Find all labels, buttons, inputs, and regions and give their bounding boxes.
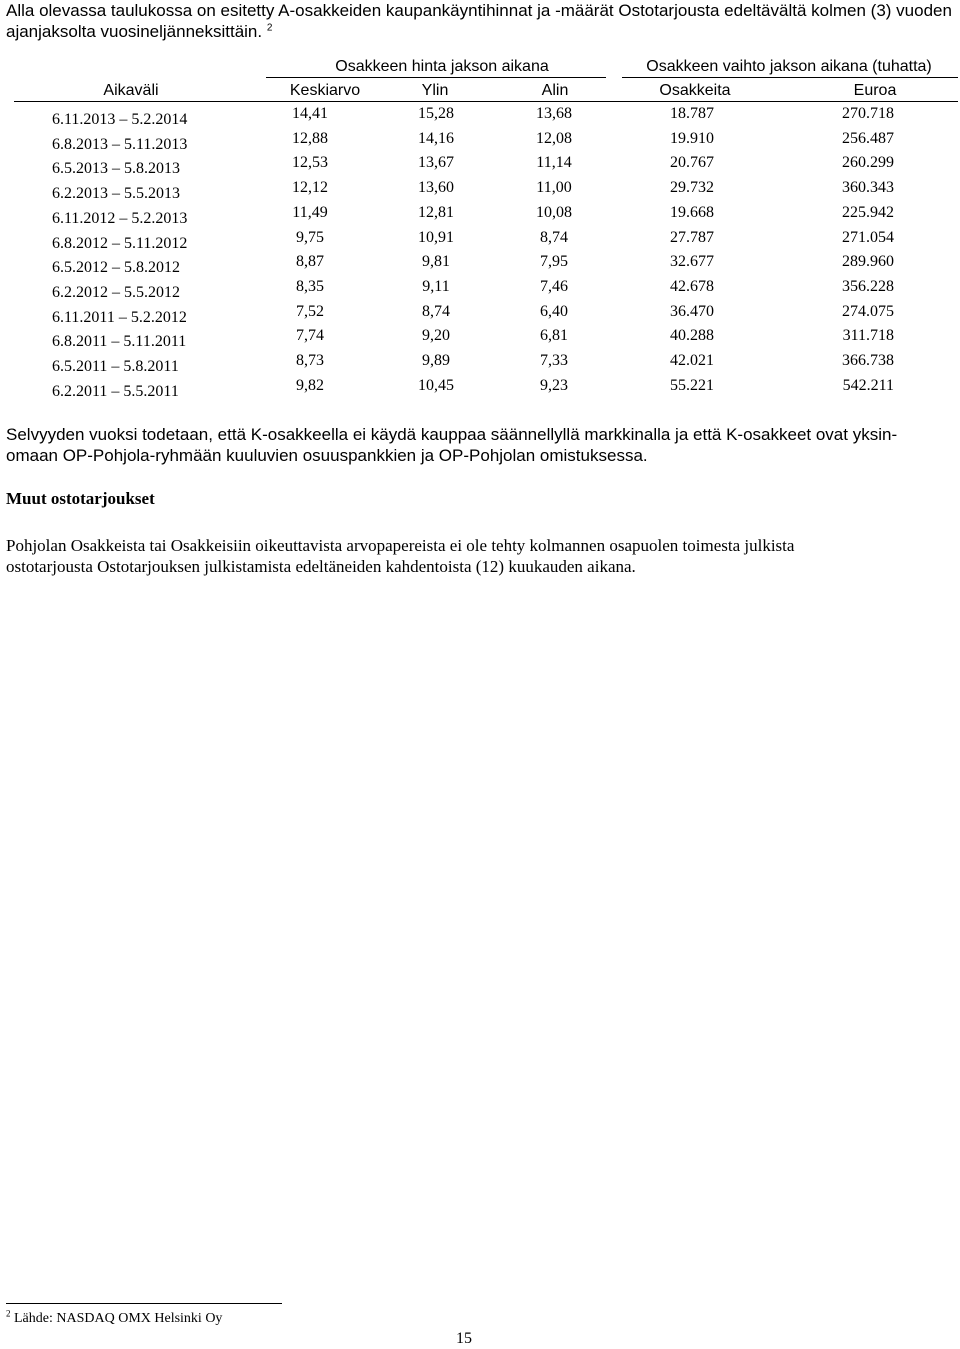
- cell-average: 12,88: [292, 129, 328, 147]
- cell-euros: 256.487: [842, 129, 894, 147]
- volume-group-rule: [622, 77, 958, 78]
- cell-euros: 274.075: [842, 302, 894, 320]
- cell-period: 6.2.2013 – 5.5.2013: [52, 185, 180, 203]
- cell-average: 14,41: [292, 105, 328, 122]
- section-heading: Muut ostotarjoukset: [6, 489, 155, 508]
- cell-average: 9,82: [296, 376, 324, 394]
- cell-shares: 32.677: [670, 253, 714, 271]
- cell-euros: 260.299: [842, 154, 894, 172]
- col-header-period: Aikaväli: [103, 82, 159, 99]
- cell-euros: 356.228: [842, 277, 894, 295]
- cell-shares: 55.221: [670, 376, 714, 394]
- cell-high: 9,81: [422, 253, 450, 271]
- cell-euros: 289.960: [842, 253, 894, 271]
- other-offers-paragraph: [6, 535, 942, 577]
- cell-period: 6.2.2012 – 5.5.2012: [52, 283, 180, 301]
- clarification-line-2: omaan OP-Pohjola-ryhmään kuuluvien osuuspankkien ja OP-Pohjolan omistuksessa.: [6, 446, 648, 465]
- cell-average: 12,53: [292, 154, 328, 172]
- other-offers-line-2: ostotarjousta Ostotarjouksen julkistamista edeltäneiden kahdentoista (12) kuukauden aikana.: [6, 557, 636, 576]
- cell-period: 6.5.2013 – 5.8.2013: [52, 160, 180, 178]
- cell-period: 6.8.2011 – 5.11.2011: [52, 333, 187, 351]
- cell-shares: 36.470: [670, 302, 714, 320]
- cell-high: 12,81: [418, 203, 454, 221]
- cell-euros: 311.718: [842, 327, 894, 345]
- footnote: [6, 1310, 222, 1328]
- cell-period: 6.2.2011 – 5.5.2011: [52, 382, 179, 400]
- footnote-text: Lähde: NASDAQ OMX Helsinki Oy: [14, 1311, 223, 1326]
- cell-low: 9,23: [540, 376, 568, 394]
- cell-low: 7,33: [540, 352, 568, 369]
- cell-average: 11,49: [292, 203, 328, 221]
- cell-high: 13,67: [418, 154, 454, 172]
- clarification-line-1: Selvyyden vuoksi todetaan, että K-osakkeella ei käydä kauppaa säännellyllä markkinalla ja että K-osakkeet ovat yksin-: [6, 425, 898, 444]
- cell-euros: 270.718: [842, 105, 894, 122]
- cell-average: 8,87: [296, 253, 324, 271]
- cell-high: 9,89: [422, 352, 450, 369]
- col-header-shares: Osakkeita: [659, 82, 731, 99]
- col-header-average: Keskiarvo: [289, 82, 361, 99]
- cell-average: 7,52: [296, 302, 324, 320]
- cell-period: 6.8.2013 – 5.11.2013: [52, 135, 188, 153]
- col-header-euros: Euroa: [853, 82, 897, 99]
- cell-low: 11,00: [536, 179, 572, 197]
- intro-text: Alla olevassa taulukossa on esitetty A-osakkeiden kaupankäyntihinnat ja -määrät Ostotarjousta edeltävältä kolmen (3) vuoden ajanjaksolta vuosineljänneksittäin.: [6, 1, 952, 41]
- cell-period: 6.11.2012 – 5.2.2013: [52, 209, 188, 227]
- cell-average: 7,74: [296, 327, 324, 345]
- volume-group-header: Osakkeen vaihto jakson aikana (tuhatta): [646, 58, 932, 75]
- other-offers-line-1: Pohjolan Osakkeista tai Osakkeisiin oikeuttavista arvopapereista ei ole tehty kolmannen osapuolen toimesta julkista: [6, 536, 795, 555]
- cell-high: 14,16: [418, 129, 454, 147]
- cell-euros: 366.738: [842, 352, 894, 369]
- footnote-number: 2: [6, 1308, 11, 1319]
- page-number: 15: [456, 1330, 472, 1347]
- cell-shares: 20.767: [670, 154, 714, 172]
- price-group-header: Osakkeen hinta jakson aikana: [335, 58, 549, 75]
- cell-shares: 40.288: [670, 327, 714, 345]
- cell-low: 12,08: [536, 129, 572, 147]
- footnote-reference: 2: [266, 22, 273, 34]
- cell-period: 6.5.2011 – 5.8.2011: [52, 358, 179, 375]
- intro-paragraph: [6, 0, 954, 42]
- cell-shares: 19.910: [670, 129, 714, 147]
- cell-low: 13,68: [536, 105, 572, 122]
- cell-high: 15,28: [418, 105, 454, 122]
- cell-low: 11,14: [536, 154, 572, 172]
- cell-high: 9,11: [422, 277, 450, 295]
- cell-high: 13,60: [418, 179, 454, 197]
- cell-shares: 42.678: [670, 277, 714, 295]
- cell-shares: 29.732: [670, 179, 714, 197]
- cell-low: 7,95: [540, 253, 568, 271]
- cell-high: 9,20: [422, 327, 450, 345]
- cell-euros: 271.054: [842, 228, 894, 246]
- cell-low: 6,81: [540, 327, 568, 345]
- cell-shares: 27.787: [670, 228, 714, 246]
- footnote-rule: [6, 1303, 282, 1304]
- header-rule: [14, 101, 958, 102]
- cell-period: 6.11.2011 – 5.2.2012: [52, 308, 187, 326]
- cell-average: 8,35: [296, 277, 324, 295]
- cell-period: 6.5.2012 – 5.8.2012: [52, 259, 180, 277]
- cell-high: 10,91: [418, 228, 454, 246]
- cell-average: 8,73: [296, 352, 324, 369]
- cell-euros: 225.942: [842, 203, 894, 221]
- cell-low: 7,46: [540, 277, 568, 295]
- cell-euros: 542.211: [842, 376, 894, 394]
- cell-low: 6,40: [540, 302, 568, 320]
- cell-euros: 360.343: [842, 179, 894, 197]
- cell-shares: 18.787: [670, 105, 714, 122]
- cell-shares: 42.021: [670, 352, 714, 369]
- cell-average: 9,75: [296, 228, 324, 246]
- cell-high: 8,74: [422, 302, 450, 320]
- cell-high: 10,45: [418, 376, 454, 394]
- cell-period: 6.11.2013 – 5.2.2014: [52, 111, 188, 128]
- cell-average: 12,12: [292, 179, 328, 197]
- col-header-high: Ylin: [421, 82, 449, 99]
- cell-low: 8,74: [540, 228, 568, 246]
- price-group-rule: [266, 77, 606, 78]
- cell-period: 6.8.2012 – 5.11.2012: [52, 234, 188, 252]
- cell-shares: 19.668: [670, 203, 714, 221]
- cell-low: 10,08: [536, 203, 572, 221]
- clarification-paragraph: [6, 424, 936, 466]
- col-header-low: Alin: [541, 82, 569, 99]
